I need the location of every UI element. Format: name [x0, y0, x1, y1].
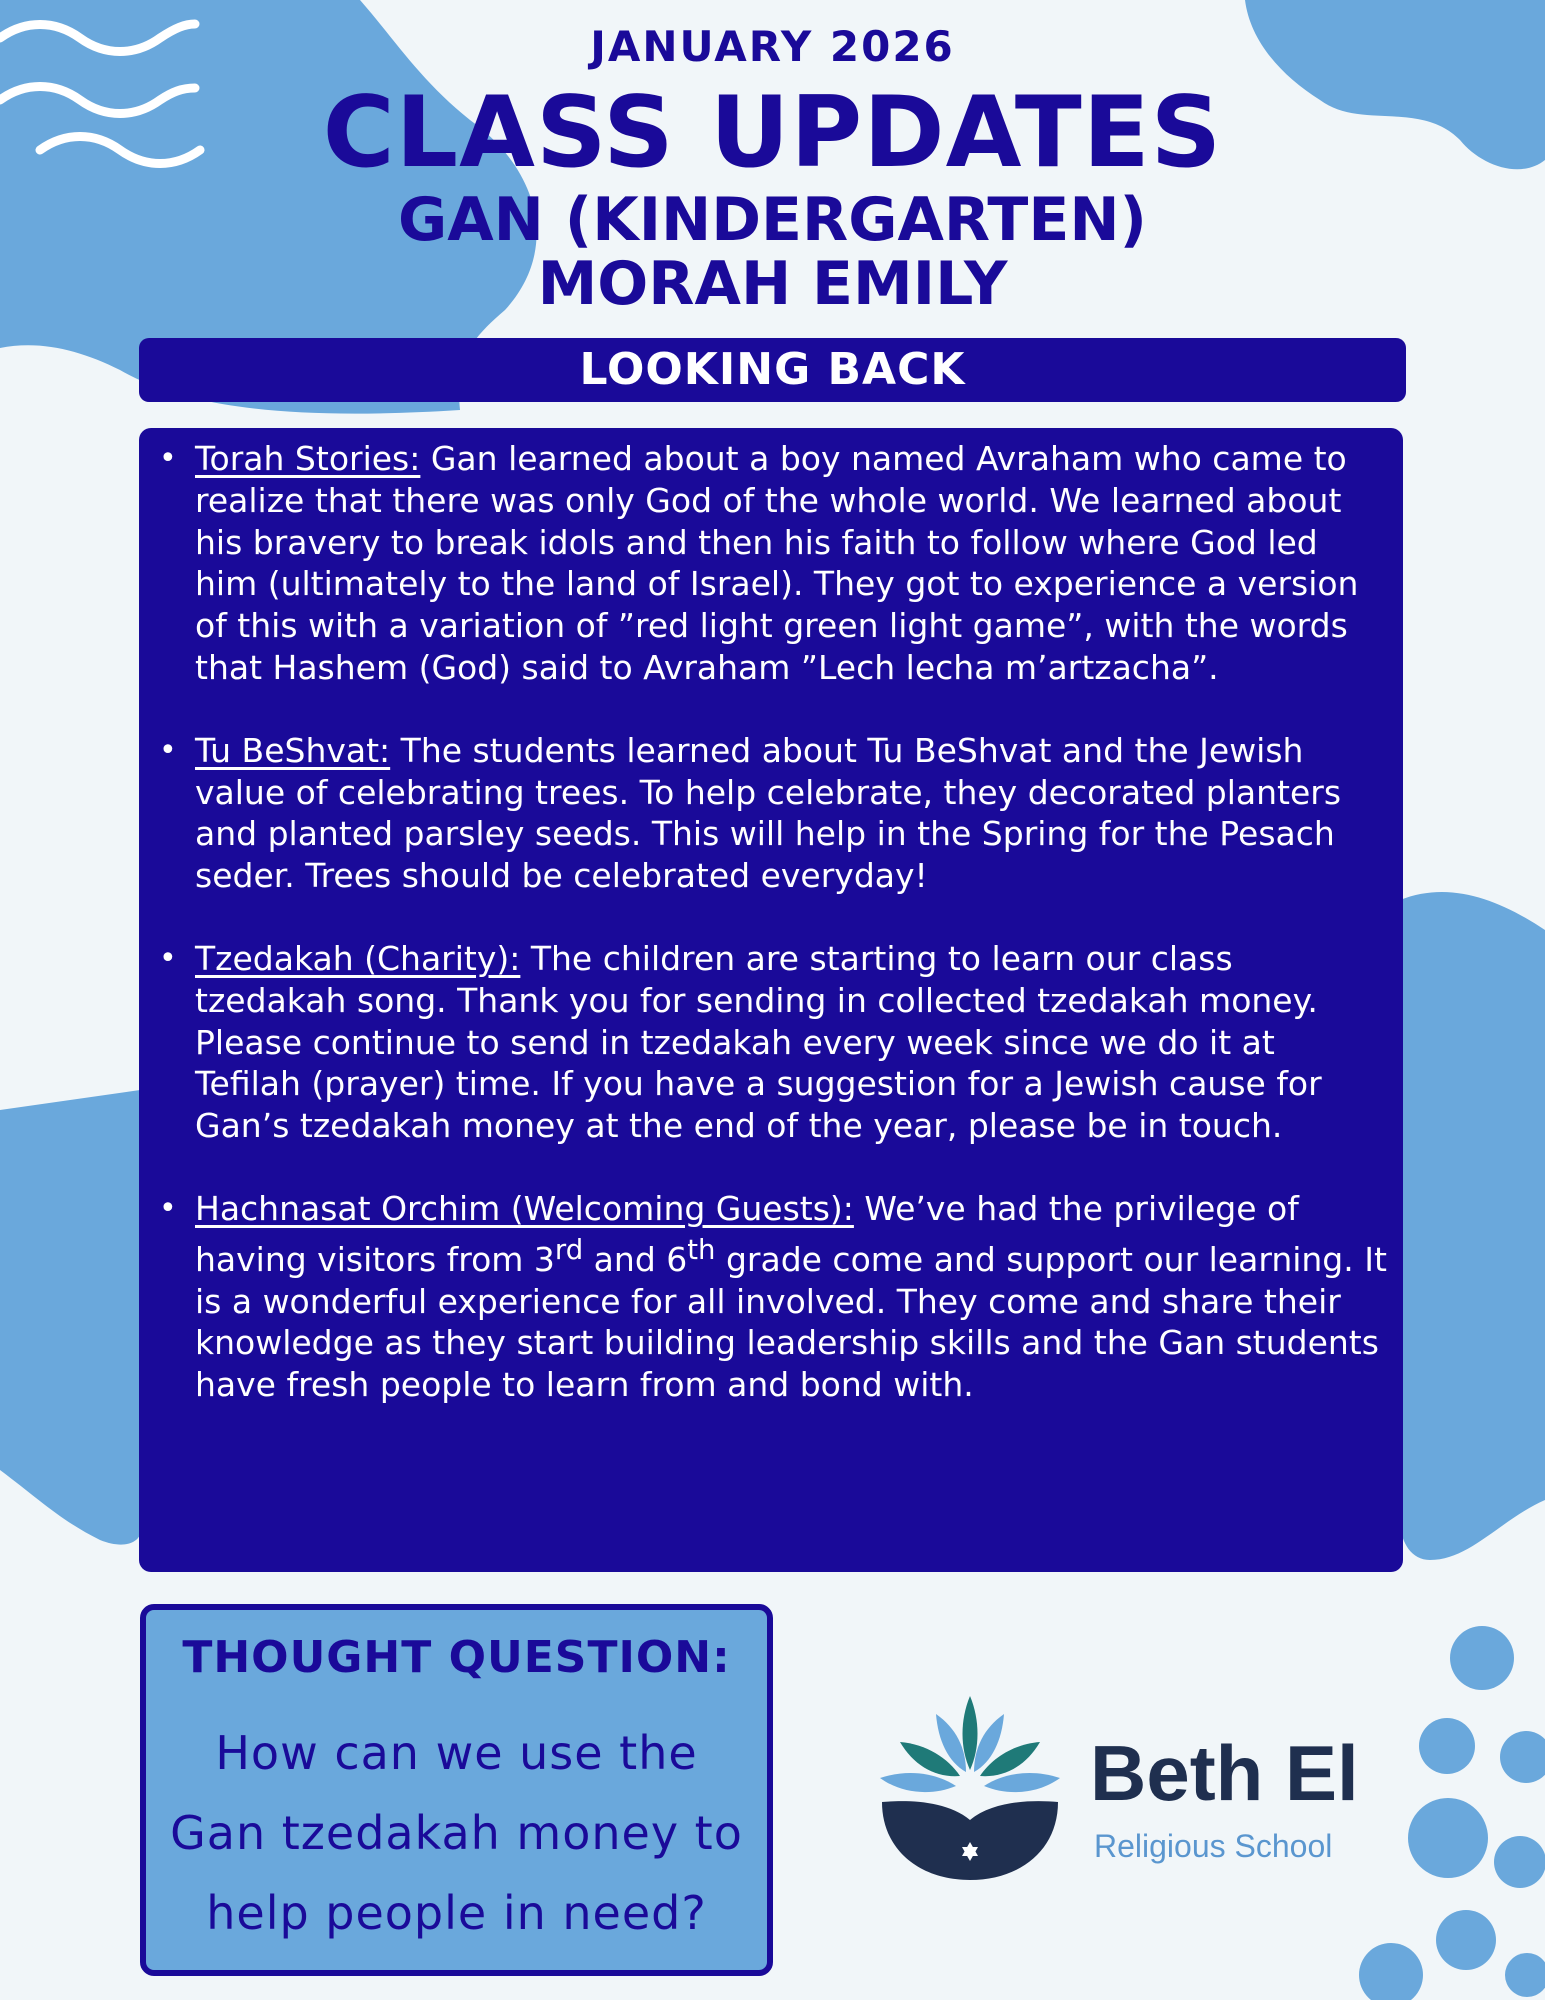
list-item-torah-stories	[159, 438, 1387, 689]
dot	[1500, 1731, 1545, 1783]
dot	[1408, 1798, 1488, 1878]
section-header-looking-back: LOOKING BACK	[139, 338, 1406, 402]
item-text: We’ve had the privilege of having visitors from 3	[195, 1188, 1299, 1279]
bullet-icon: •	[159, 732, 177, 768]
item-text: and 6	[583, 1239, 688, 1279]
bullet-icon: •	[159, 1190, 177, 1226]
blob-right	[1400, 892, 1545, 1560]
newsletter-month: JANUARY 2026	[590, 22, 955, 71]
list-item-tu-beshvat	[159, 730, 1387, 897]
teacher-name: MORAH EMILY	[537, 249, 1008, 319]
logo-name: Beth El	[1090, 1729, 1359, 1817]
beth-el-logo-icon	[876, 1692, 1064, 1880]
dot	[1419, 1718, 1475, 1774]
dot	[1359, 1943, 1423, 2000]
thought-question-box	[140, 1604, 773, 1976]
item-text: grade come and support our learning. It is a wonderful experience for all involved. They come and share their knowledge as they start building leadership skills and the Gan students have fresh people to learn from and bond with.	[195, 1239, 1387, 1405]
item-text: The children are starting to learn our class tzedakah song. Thank you for sending in collected tzedakah money. Please continue to send in tzedakah every week since we do it at Tefilah (prayer) time. If you have a suggestion for a Jewish cause for Gan’s tzedakah money at the end of the year, please be in touch.	[195, 938, 1322, 1146]
item-text: Gan learned about a boy named Avraham who came to realize that there was only God of the whole world. We learned about his bravery to break idols and then his faith to follow where God led him (ultimately to the land of Israel). They got to experience a version of this with a variation of ”red light green light game”, with the words that Hashem (God) said to Avraham ”Lech lecha m’artzacha”.	[195, 439, 1359, 687]
dot	[1505, 1953, 1545, 1997]
ordinal-suffix: rd	[554, 1233, 584, 1266]
update-list	[159, 438, 1387, 1406]
ordinal-suffix: th	[687, 1233, 716, 1266]
page-title: CLASS UPDATES	[322, 76, 1223, 190]
blob-left	[0, 1090, 140, 1545]
looking-back-content	[139, 428, 1403, 1572]
logo-subtitle: Religious School	[1094, 1828, 1333, 1864]
dot	[1436, 1910, 1496, 1970]
thought-question-title: THOUGHT QUESTION:	[182, 1632, 731, 1683]
list-item-tzedakah	[159, 938, 1387, 1147]
item-heading: Hachnasat Orchim (Welcoming Guests):	[195, 1188, 854, 1228]
item-heading: Tzedakah (Charity):	[195, 938, 521, 978]
dot	[1494, 1836, 1545, 1888]
list-item-hachnasat-orchim	[159, 1188, 1387, 1406]
thought-question-text: How can we use the Gan tzedakah money to help people in need?	[170, 1726, 743, 1940]
item-heading: Tu BeShvat:	[195, 730, 391, 770]
item-heading: Torah Stories:	[195, 439, 421, 478]
bullet-icon: •	[159, 441, 177, 476]
bullet-icon: •	[159, 940, 177, 976]
dot	[1450, 1626, 1514, 1690]
class-grade: GAN (KINDERGARTEN)	[398, 185, 1147, 255]
item-text: The students learned about Tu BeShvat and the Jewish value of celebrating trees. To help celebrate, they decorated planters and planted parsley seeds. This will help in the Spring for the Pesach seder. Trees should be celebrated everyday!	[195, 730, 1342, 896]
